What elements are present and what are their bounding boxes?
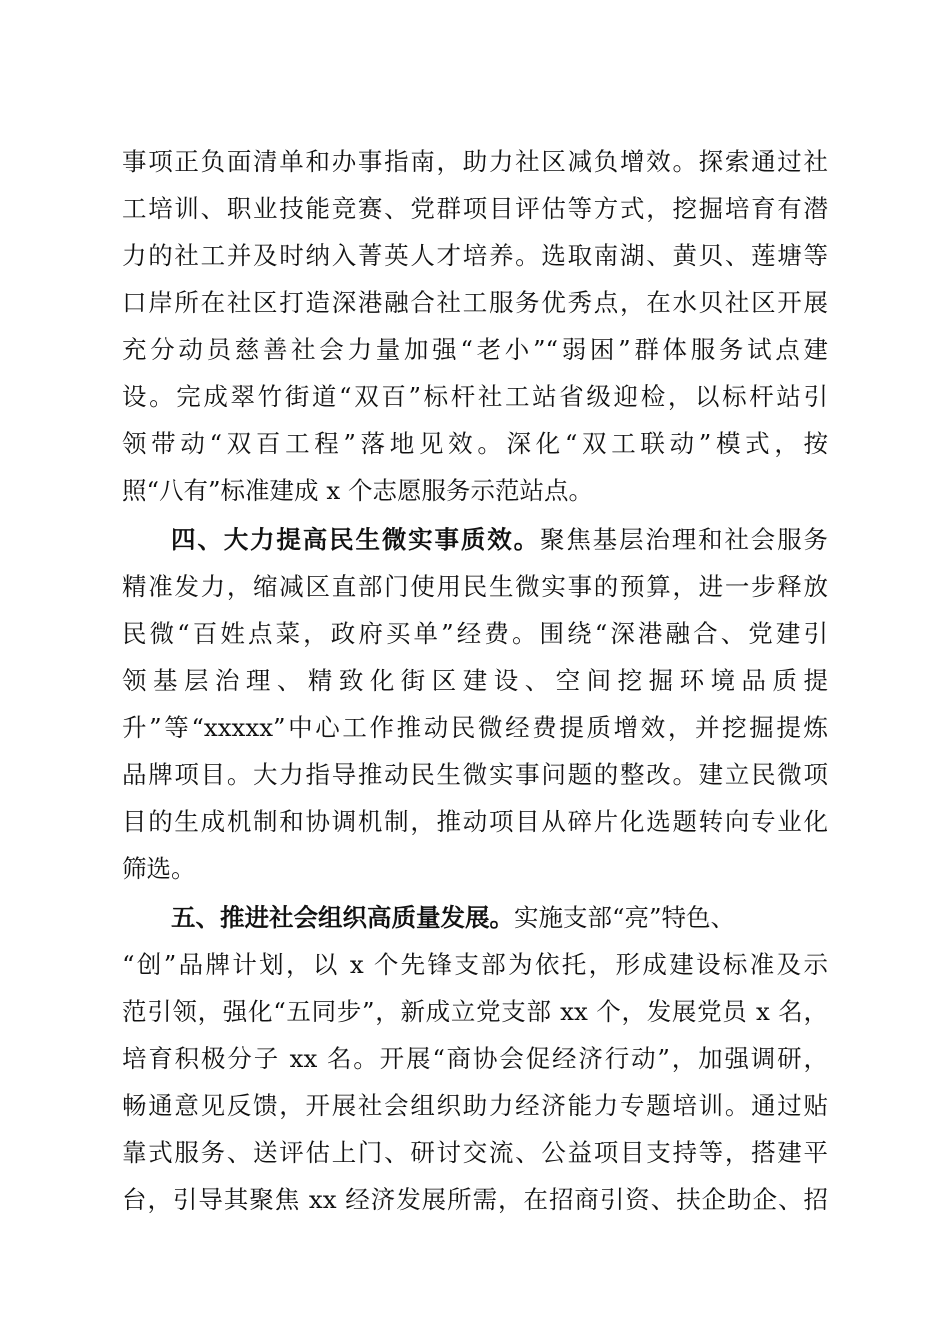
section-heading: 五、推进社会组织高质量发展。	[171, 903, 514, 932]
section-heading-line	[171, 898, 828, 938]
paragraph-line: “创”品牌计划，以 x 个先锋支部为依托，形成建设标准及示	[122, 950, 828, 979]
paragraph-line: 事项正负面清单和办事指南，助力社区减负增效。探索通过社	[122, 147, 828, 176]
paragraph-line: 培育积极分子 xx 名。开展“商协会促经济行动”，加强调研，	[122, 1044, 828, 1073]
paragraph-line: 工培训、职业技能竞赛、党群项目评估等方式，挖掘培育有潜	[122, 194, 828, 223]
paragraph-text: 实施支部“亮”特色、	[514, 903, 736, 932]
paragraph-line: 品牌项目。大力指导推动民生微实事问题的整改。建立民微项	[122, 760, 828, 789]
paragraph-line: 民微“百姓点菜，政府买单”经费。围绕“深港融合、党建引	[122, 619, 828, 648]
section-heading-line	[171, 520, 828, 560]
paragraph-text: 聚焦基层治理和社会服务	[539, 525, 829, 554]
paragraph-line: 筛选。	[122, 854, 196, 883]
section-heading: 四、大力提高民生微实事质效。	[171, 525, 540, 554]
paragraph-line: 照“八有”标准建成 x 个志愿服务示范站点。	[122, 476, 593, 505]
paragraph-line: 范引领，强化“五同步”，新成立党支部 xx 个，发展党员 x 名，	[122, 997, 828, 1026]
paragraph-line: 升”等“xxxxx”中心工作推动民微经费提质增效，并挖掘提炼	[122, 713, 828, 742]
paragraph-line: 设。完成翠竹街道“双百”标杆社工站省级迎检，以标杆站引	[122, 382, 828, 411]
paragraph-line: 领基层治理、精致化街区建设、空间挖掘环境品质提	[122, 666, 828, 695]
paragraph-line: 领带动“双百工程”落地见效。深化“双工联动”模式，按	[122, 429, 828, 458]
paragraph-line: 充分动员慈善社会力量加强“老小”“弱困”群体服务试点建	[122, 335, 828, 364]
paragraph-line: 靠式服务、送评估上门、研讨交流、公益项目支持等，搭建平	[122, 1138, 828, 1167]
paragraph-line: 力的社工并及时纳入菁英人才培养。选取南湖、黄贝、莲塘等	[122, 241, 828, 270]
paragraph-line: 口岸所在社区打造深港融合社工服务优秀点，在水贝社区开展	[122, 288, 828, 317]
paragraph-line: 台，引导其聚焦 xx 经济发展所需，在招商引资、扶企助企、招	[122, 1185, 828, 1214]
paragraph-line: 精准发力，缩减区直部门使用民生微实事的预算，进一步释放	[122, 572, 828, 601]
paragraph-line: 畅通意见反馈，开展社会组织助力经济能力专题培训。通过贴	[122, 1091, 828, 1120]
paragraph-line: 目的生成机制和协调机制，推动项目从碎片化选题转向专业化	[122, 807, 828, 836]
